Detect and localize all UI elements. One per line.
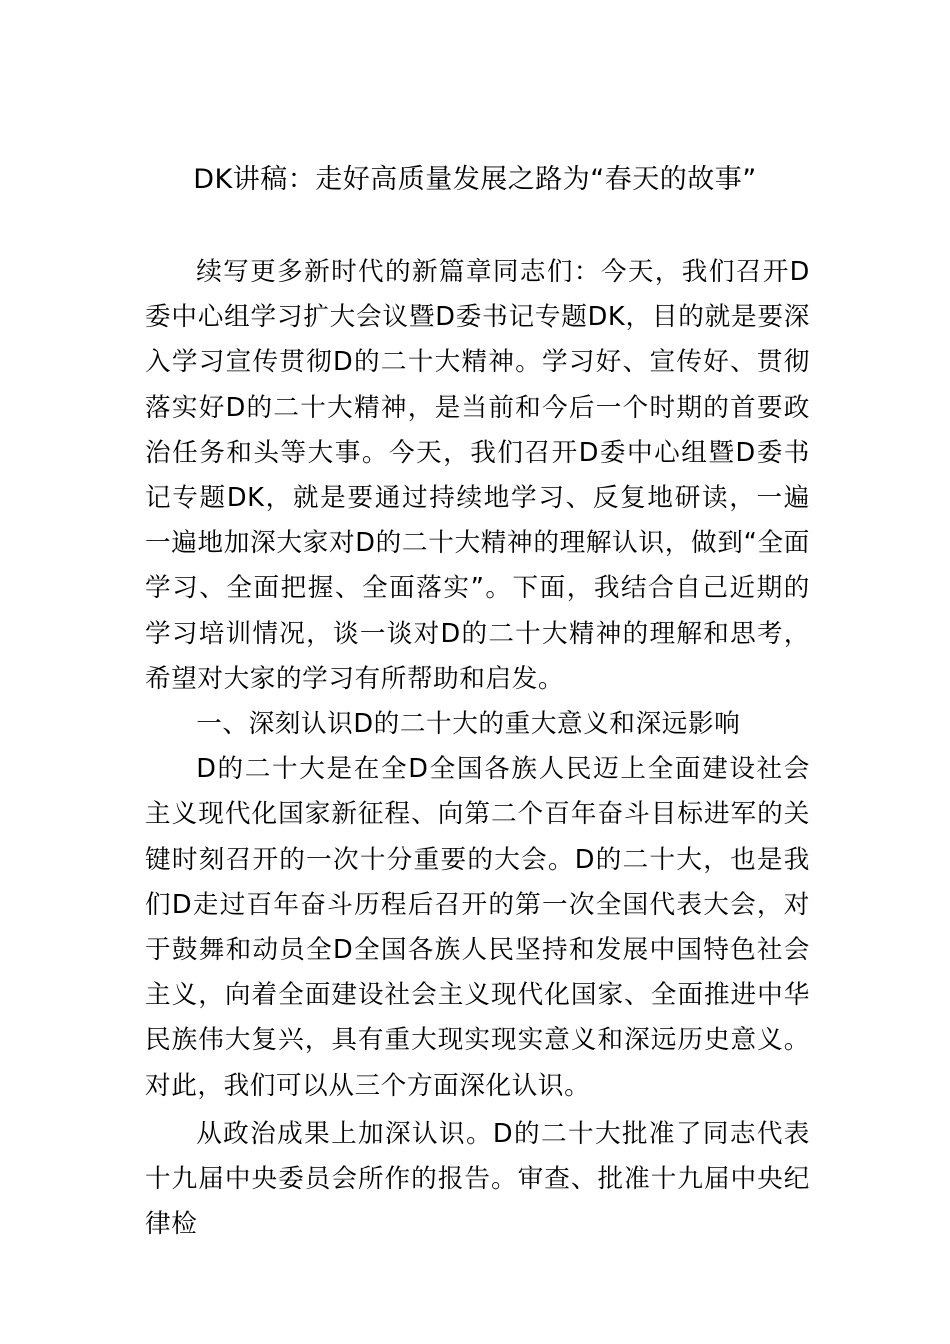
section-heading-1: 一、深刻认识D的二十大的重大意义和深远影响 <box>196 709 741 740</box>
paragraph-political-results: 从政治成果上加深认识。D的二十大批准了同志代表十九届中央委员会所作的报告。审查、批准十九届中央纪律检 <box>145 1118 810 1240</box>
paragraph-intro: 续写更多新时代的新篇章同志们：今天，我们召开D委中心组学习扩大会议暨D委书记专题DK，目的就是要深入学习宣传贯彻D的二十大精神。学习好、宣传好、贯彻落实好D的二十大精神，是当前和今后一个时期的首要政治任务和头等大事。今天，我们召开D委中心组暨D委书记专题DK，就是要通过持续地学习、反复地研读，一遍一遍地加深大家对D的二十大精神的理解认识，做到“全面学习、全面把握、全面落实”。下面，我结合自己近期的学习培训情况，谈一谈对D的二十大精神的理解和思考，希望对大家的学习有所帮助和启发。 <box>145 257 810 694</box>
paragraph-significance: D的二十大是在全D全国各族人民迈上全面建设社会主义现代化国家新征程、向第二个百年奋斗目标进军的关键时刻召开的一次十分重要的大会。D的二十大，也是我们D走过百年奋斗历程后召开的第一次全国代表大会，对于鼓舞和动员全D全国各族人民坚持和发展中国特色社会主义，向着全面建设社会主义现代化国家、全面推进中华民族伟大复兴，具有重大现实现实意义和深远历史意义。对此，我们可以从三个方面深化认识。 <box>145 754 810 1101</box>
document-title: DK讲稿：走好高质量发展之路为“春天的故事” <box>193 164 757 195</box>
document-body <box>145 250 810 1247</box>
